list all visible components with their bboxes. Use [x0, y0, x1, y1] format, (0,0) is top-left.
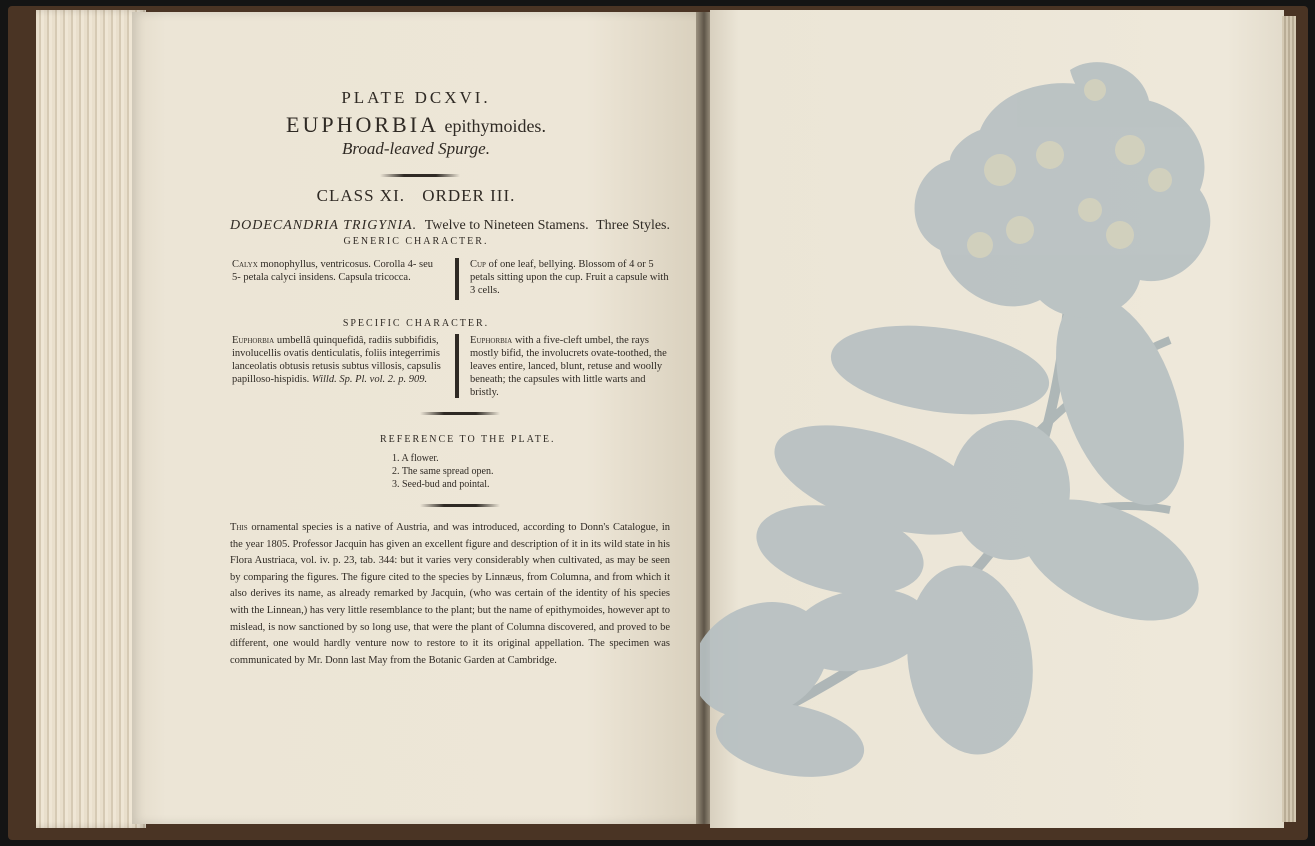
right-page-edges	[1282, 16, 1296, 822]
flower-head	[967, 232, 993, 258]
generic-latin-text: monophyllus, ventricosus. Corolla 4- seu 5- petala calyci insidens. Capsula tricocca.	[232, 259, 434, 283]
description-body: ornamental species is a native of Austria, and was introduced, according to Donn's Catalogue, in the year 1805. Professor Jacquin has given an excellent figure and description of it in its wild state in his Flora Austriaca, vol. iv. p. 23, tab. 344: but it varies very considerably when cultivated, as may be seen by comparing the figures. The figure cited to the species by Linnæus, from Columna, and from which it also derives its name, as already remarked by Jacquin, (who was certain of the identity of his species with the Linnean,) has very little resemblance to the plant; but the name of epithymoides, however apt to mislead, is now sanctioned by so long use, that were the plant of Columna discovered, and proved to be different, one would hardly venture now to restore to it its original appellation. The specimen was communicated by Mr. Donn last May from the Botanic Garden at Cambridge.	[230, 522, 671, 666]
system-english: Twelve to Nineteen Stamens.	[424, 218, 589, 233]
botanical-illustration	[700, 60, 1280, 800]
class-order	[132, 186, 700, 206]
specific-english-lead: Euphorbia	[470, 335, 513, 346]
system-styles: Three Styles.	[596, 218, 670, 233]
generic-english-text: of one leaf, bellying. Blossom of 4 or 5 petals sitting upon the cup. Fruit a capsule with 3 cells.	[470, 259, 669, 296]
specific-citation: Willd. Sp. Pl. vol. 2. p. 909.	[311, 374, 428, 385]
generic-english	[470, 258, 672, 297]
column-divider-2	[455, 334, 459, 398]
page-edges	[36, 10, 146, 828]
generic-latin	[232, 258, 444, 284]
flower-head	[1078, 198, 1102, 222]
plant-leaf	[825, 313, 1055, 427]
flower-cluster	[915, 83, 1211, 317]
flower-head	[1036, 141, 1064, 169]
flower-head	[1148, 168, 1172, 192]
system-latin: DODECANDRIA TRIGYNIA.	[230, 218, 418, 233]
ornamental-rule-2	[420, 412, 500, 415]
flower-head	[1106, 221, 1134, 249]
class-label: CLASS XI.	[316, 186, 405, 205]
specific-latin-lead: Euphorbia	[232, 335, 275, 346]
genus-name: EUPHORBIA	[286, 112, 439, 137]
common-name: Broad-leaved Spurge.	[342, 139, 490, 158]
plant-leaf	[895, 557, 1044, 762]
flower-head	[984, 154, 1016, 186]
reference-item: 1. A flower.	[392, 453, 439, 464]
plate-number: PLATE DCXVI.	[341, 88, 491, 107]
linnaean-system	[230, 218, 670, 234]
generic-latin-lead: Calyx	[232, 259, 258, 270]
generic-english-lead: Cup	[470, 259, 486, 270]
reference-list	[392, 452, 493, 491]
flower-head	[1006, 216, 1034, 244]
description-lead: This	[230, 522, 248, 533]
ornamental-rule	[380, 174, 460, 177]
specific-english-text: with a five-cleft umbel, the rays mostly bifid, the involucrets ovate-toothed, the leaves entire, lanced, blunt, retuse and woolly beneath; the capsules with little warts and bristly.	[470, 335, 667, 398]
flower-head	[1084, 79, 1106, 101]
species-epithet: epithymoides.	[444, 116, 546, 136]
species-title	[132, 112, 700, 138]
specific-english	[470, 334, 672, 399]
order-label: ORDER III.	[422, 186, 516, 205]
specific-heading: SPECIFIC CHARACTER.	[342, 318, 490, 329]
flower-head	[1115, 135, 1145, 165]
ornamental-rule-3	[420, 504, 500, 507]
column-divider	[455, 258, 459, 300]
reference-item: 2. The same spread open.	[392, 466, 494, 477]
reference-heading: REFERENCE TO THE PLATE.	[380, 434, 556, 445]
description-text	[230, 520, 670, 669]
specific-latin	[232, 334, 444, 386]
specific-latin-text: umbellâ quinquefidâ, radiis subbifidis, involucellis ovatis denticulatis, foliis integerrimis lanceolatis obtusis retusis subtus villosis, capsulis papilloso-hispidis.	[232, 335, 441, 385]
generic-heading: GENERIC CHARACTER.	[343, 236, 489, 247]
reference-item: 3. Seed-bud and pointal.	[392, 479, 490, 490]
